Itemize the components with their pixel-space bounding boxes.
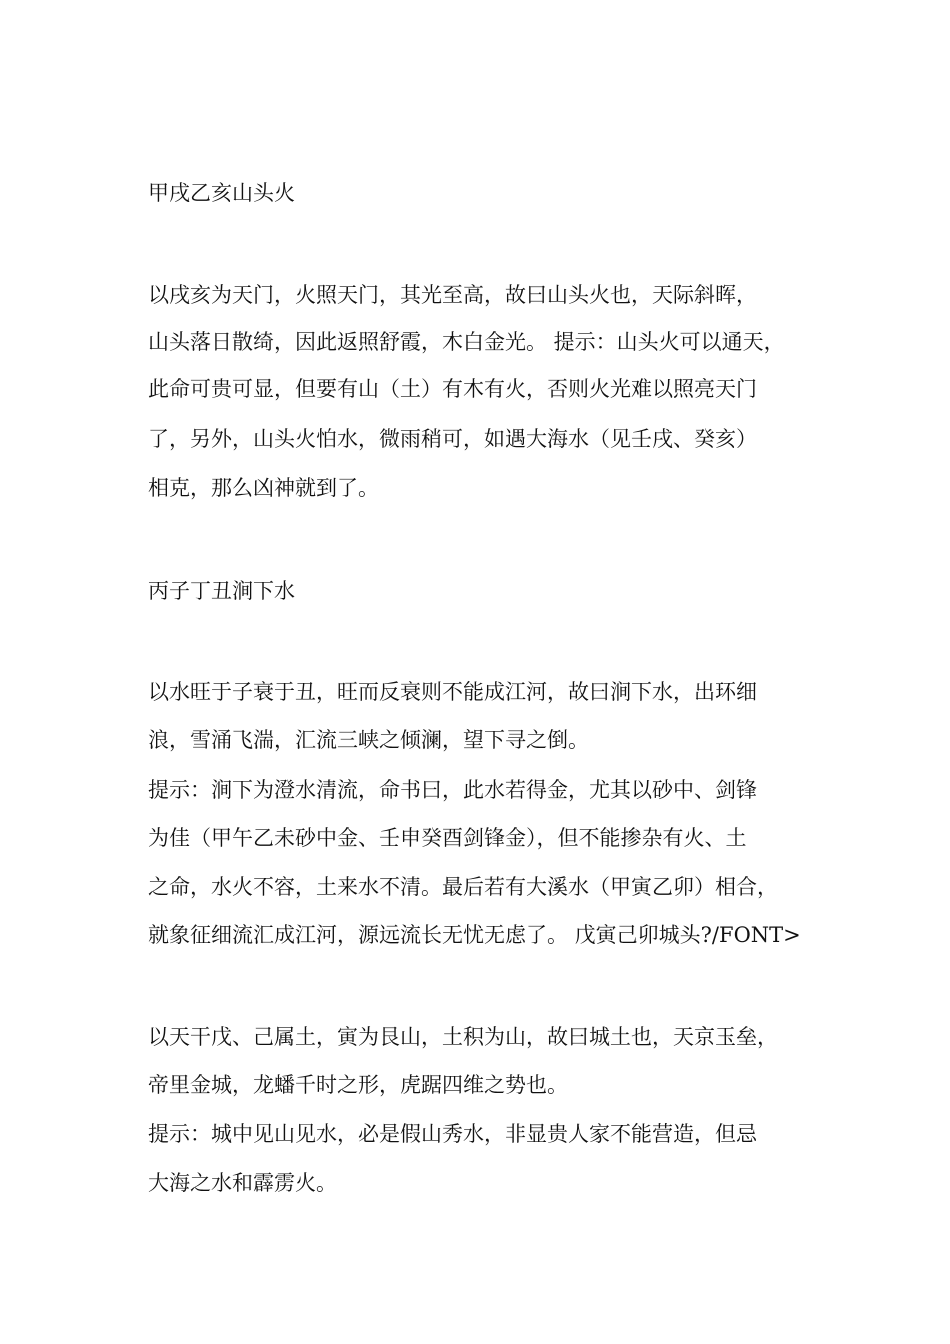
- paragraph-line: 提示：城中见山见水，必是假山秀水，非显贵人家不能营造，但忌: [148, 1122, 757, 1146]
- paragraph-line: 大海之水和霹雳火。: [148, 1171, 337, 1195]
- paragraph-line: 之命，水火不容，土来水不清。最后若有大溪水（甲寅乙卯）相合，: [148, 875, 778, 899]
- section-heading-2: 丙子丁丑涧下水: [148, 579, 295, 603]
- paragraph-line: 帝里金城，龙蟠千时之形，虎踞四维之势也。: [148, 1073, 568, 1097]
- paragraph-line: 提示：涧下为澄水清流，命书曰，此水若得金，尤其以砂中、剑锋: [148, 778, 757, 802]
- paragraph-line: 了，另外，山头火怕水，微雨稍可，如遇大海水（见壬戌、癸亥）: [148, 427, 757, 451]
- section-heading-1: 甲戌乙亥山头火: [148, 181, 295, 205]
- paragraph-line: 为佳（甲午乙未砂中金、壬申癸酉剑锋金），但不能掺杂有火、土: [148, 826, 747, 850]
- paragraph-line: 以戌亥为天门，火照天门，其光至高，故曰山头火也，天际斜晖，: [148, 283, 757, 307]
- paragraph-line: 相克，那么凶神就到了。: [148, 476, 379, 500]
- paragraph-line: 浪，雪涌飞湍，汇流三峡之倾澜，望下寻之倒。: [148, 728, 589, 752]
- paragraph-line: 以水旺于子衰于丑，旺而反衰则不能成江河，故曰涧下水，出环细: [148, 680, 757, 704]
- paragraph-line: 以天干戊、己属土，寅为艮山，土积为山，故曰城土也，天京玉垒，: [148, 1025, 778, 1049]
- paragraph-line: 就象征细流汇成江河，源远流长无忧无虑了。 戊寅己卯城头?/FONT>: [148, 923, 801, 947]
- paragraph-line: 山头落日散绮，因此返照舒霞，木白金光。 提示：山头火可以通天，: [148, 330, 785, 354]
- paragraph-line: 此命可贵可显，但要有山（土）有木有火，否则火光难以照亮天门: [148, 377, 757, 401]
